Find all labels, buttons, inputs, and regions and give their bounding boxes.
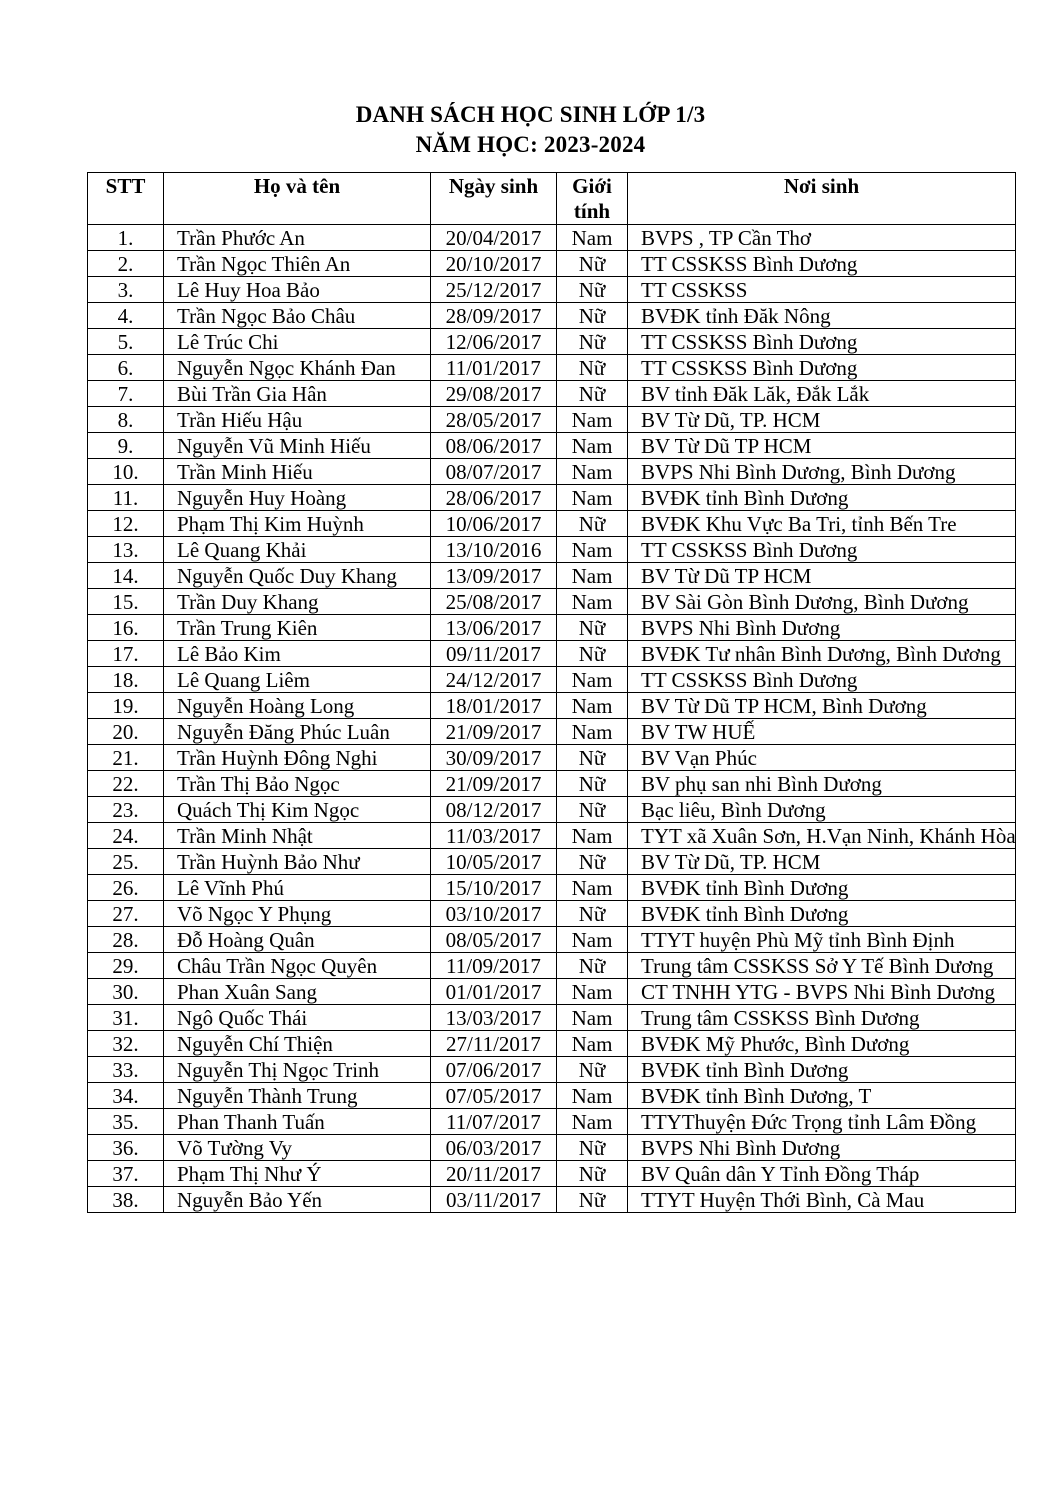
gender-value: Nữ	[557, 277, 628, 303]
table-row	[88, 745, 1016, 771]
gender-value: Nữ	[557, 1057, 628, 1083]
gender-value: Nam	[557, 537, 628, 563]
row-number: 5.	[88, 329, 164, 355]
birth-place: BV Từ Dũ TP HCM	[628, 563, 1016, 589]
gender-value: Nữ	[557, 329, 628, 355]
gender-value: Nữ	[557, 1161, 628, 1187]
table-row	[88, 1135, 1016, 1161]
birth-date: 08/12/2017	[431, 797, 557, 823]
gender-value: Nam	[557, 927, 628, 953]
birth-place: TYT xã Xuân Sơn, H.Vạn Ninh, Khánh Hòa	[628, 823, 1016, 849]
table-row	[88, 381, 1016, 407]
birth-date: 01/01/2017	[431, 979, 557, 1005]
birth-date: 13/09/2017	[431, 563, 557, 589]
student-name: Nguyễn Ngọc Khánh Đan	[164, 355, 431, 381]
gender-value: Nam	[557, 1031, 628, 1057]
birth-date: 10/06/2017	[431, 511, 557, 537]
birth-place: BVĐK tỉnh Bình Dương	[628, 1057, 1016, 1083]
gender-value: Nữ	[557, 745, 628, 771]
birth-place: BV Từ Dũ TP HCM, Bình Dương	[628, 693, 1016, 719]
table-row	[88, 1109, 1016, 1135]
student-name: Trần Huỳnh Bảo Như	[164, 849, 431, 875]
birth-place: TT CSSKSS Bình Dương	[628, 329, 1016, 355]
row-number: 14.	[88, 563, 164, 589]
title-line-1: DANH SÁCH HỌC SINH LỚP 1/3	[355, 102, 706, 127]
birth-date: 11/07/2017	[431, 1109, 557, 1135]
gender-value: Nam	[557, 1005, 628, 1031]
birth-date: 20/04/2017	[431, 225, 557, 251]
student-name: Võ Tường Vy	[164, 1135, 431, 1161]
table-row	[88, 407, 1016, 433]
table-row	[88, 1187, 1016, 1213]
student-name: Lê Huy Hoa Bảo	[164, 277, 431, 303]
table-row	[88, 823, 1016, 849]
table-row	[88, 979, 1016, 1005]
birth-place: BVĐK Khu Vực Ba Tri, tỉnh Bến Tre	[628, 511, 1016, 537]
birth-date: 20/11/2017	[431, 1161, 557, 1187]
table-row	[88, 953, 1016, 979]
gender-value: Nam	[557, 1109, 628, 1135]
gender-value: Nam	[557, 433, 628, 459]
table-row	[88, 225, 1016, 251]
row-number: 13.	[88, 537, 164, 563]
row-number: 6.	[88, 355, 164, 381]
table-row	[88, 641, 1016, 667]
table-row	[88, 771, 1016, 797]
birth-date: 27/11/2017	[431, 1031, 557, 1057]
table-row	[88, 719, 1016, 745]
row-number: 22.	[88, 771, 164, 797]
gender-value: Nam	[557, 485, 628, 511]
table-row	[88, 1083, 1016, 1109]
birth-date: 03/11/2017	[431, 1187, 557, 1213]
table-row	[88, 485, 1016, 511]
student-name: Trần Ngọc Bảo Châu	[164, 303, 431, 329]
birth-place: BVPS Nhi Bình Dương	[628, 1135, 1016, 1161]
gender-value: Nam	[557, 407, 628, 433]
birth-date: 11/03/2017	[431, 823, 557, 849]
student-name: Trần Hiếu Hậu	[164, 407, 431, 433]
student-name: Phạm Thị Kim Huỳnh	[164, 511, 431, 537]
row-number: 32.	[88, 1031, 164, 1057]
table-row	[88, 693, 1016, 719]
birth-place: BV Từ Dũ, TP. HCM	[628, 849, 1016, 875]
gender-value: Nữ	[557, 901, 628, 927]
gender-value: Nam	[557, 667, 628, 693]
table-row	[88, 797, 1016, 823]
table-row	[88, 667, 1016, 693]
table-row	[88, 927, 1016, 953]
table-row	[88, 1031, 1016, 1057]
birth-place: Trung tâm CSSKSS Bình Dương	[628, 1005, 1016, 1031]
birth-date: 24/12/2017	[431, 667, 557, 693]
student-name: Trần Minh Nhật	[164, 823, 431, 849]
row-number: 9.	[88, 433, 164, 459]
document-title	[0, 0, 1061, 160]
table-row	[88, 355, 1016, 381]
birth-place: Bạc liêu, Bình Dương	[628, 797, 1016, 823]
student-name: Trần Ngọc Thiên An	[164, 251, 431, 277]
gender-value: Nam	[557, 719, 628, 745]
birth-date: 18/01/2017	[431, 693, 557, 719]
birth-date: 25/12/2017	[431, 277, 557, 303]
row-number: 3.	[88, 277, 164, 303]
student-name: Nguyễn Chí Thiện	[164, 1031, 431, 1057]
student-name: Nguyễn Hoàng Long	[164, 693, 431, 719]
row-number: 4.	[88, 303, 164, 329]
table-row	[88, 537, 1016, 563]
birth-date: 28/05/2017	[431, 407, 557, 433]
birth-place: BV Từ Dũ, TP. HCM	[628, 407, 1016, 433]
birth-date: 13/06/2017	[431, 615, 557, 641]
birth-place: TT CSSKSS Bình Dương	[628, 251, 1016, 277]
student-name: Trần Thị Bảo Ngọc	[164, 771, 431, 797]
birth-date: 11/01/2017	[431, 355, 557, 381]
gender-value: Nữ	[557, 641, 628, 667]
birth-place: TTYThuyện Đức Trọng tỉnh Lâm Đồng	[628, 1109, 1016, 1135]
birth-date: 03/10/2017	[431, 901, 557, 927]
gender-value: Nam	[557, 459, 628, 485]
student-name: Phan Thanh Tuấn	[164, 1109, 431, 1135]
row-number: 7.	[88, 381, 164, 407]
birth-date: 08/06/2017	[431, 433, 557, 459]
row-number: 35.	[88, 1109, 164, 1135]
header-dob: Ngày sinh	[431, 173, 557, 225]
student-name: Nguyễn Huy Hoàng	[164, 485, 431, 511]
table-header	[88, 173, 1016, 225]
gender-value: Nữ	[557, 1187, 628, 1213]
birth-place: BV Quân dân Y Tỉnh Đồng Tháp	[628, 1161, 1016, 1187]
birth-place: BVPS Nhi Bình Dương, Bình Dương	[628, 459, 1016, 485]
birth-place: TTYT Huyện Thới Bình, Cà Mau	[628, 1187, 1016, 1213]
student-name: Phạm Thị Như Ý	[164, 1161, 431, 1187]
row-number: 28.	[88, 927, 164, 953]
gender-value: Nữ	[557, 849, 628, 875]
birth-date: 07/05/2017	[431, 1083, 557, 1109]
birth-place: BVĐK tỉnh Bình Dương, T	[628, 1083, 1016, 1109]
birth-place: BV Từ Dũ TP HCM	[628, 433, 1016, 459]
header-gender: Giới tính	[557, 173, 628, 225]
birth-date: 06/03/2017	[431, 1135, 557, 1161]
birth-place: BV TW HUẾ	[628, 719, 1016, 745]
birth-place: TT CSSKSS Bình Dương	[628, 537, 1016, 563]
birth-place: BVPS Nhi Bình Dương	[628, 615, 1016, 641]
student-table	[87, 172, 1016, 1213]
student-name: Ngô Quốc Thái	[164, 1005, 431, 1031]
header-pob: Nơi sinh	[628, 173, 1016, 225]
birth-date: 08/07/2017	[431, 459, 557, 485]
table-row	[88, 433, 1016, 459]
row-number: 31.	[88, 1005, 164, 1031]
gender-value: Nữ	[557, 251, 628, 277]
gender-value: Nam	[557, 979, 628, 1005]
gender-value: Nữ	[557, 511, 628, 537]
table-row	[88, 511, 1016, 537]
row-number: 11.	[88, 485, 164, 511]
birth-date: 07/06/2017	[431, 1057, 557, 1083]
gender-value: Nam	[557, 589, 628, 615]
birth-place: BVĐK tỉnh Bình Dương	[628, 485, 1016, 511]
row-number: 30.	[88, 979, 164, 1005]
student-name: Võ Ngọc Y Phụng	[164, 901, 431, 927]
gender-value: Nữ	[557, 953, 628, 979]
table-header-row	[88, 173, 1016, 225]
birth-date: 21/09/2017	[431, 771, 557, 797]
student-name: Đỗ Hoàng Quân	[164, 927, 431, 953]
birth-place: BVPS , TP Cần Thơ	[628, 225, 1016, 251]
table-row	[88, 251, 1016, 277]
gender-value: Nữ	[557, 1135, 628, 1161]
gender-value: Nữ	[557, 797, 628, 823]
row-number: 29.	[88, 953, 164, 979]
birth-date: 25/08/2017	[431, 589, 557, 615]
birth-date: 11/09/2017	[431, 953, 557, 979]
birth-date: 21/09/2017	[431, 719, 557, 745]
gender-value: Nữ	[557, 771, 628, 797]
birth-date: 20/10/2017	[431, 251, 557, 277]
table-row	[88, 589, 1016, 615]
row-number: 18.	[88, 667, 164, 693]
row-number: 33.	[88, 1057, 164, 1083]
birth-date: 09/11/2017	[431, 641, 557, 667]
student-name: Quách Thị Kim Ngọc	[164, 797, 431, 823]
student-name: Nguyễn Đăng Phúc Luân	[164, 719, 431, 745]
row-number: 37.	[88, 1161, 164, 1187]
title-line-2: NĂM HỌC: 2023-2024	[415, 132, 646, 157]
student-name: Trần Phước An	[164, 225, 431, 251]
row-number: 26.	[88, 875, 164, 901]
birth-date: 30/09/2017	[431, 745, 557, 771]
birth-place: BV phụ san nhi Bình Dương	[628, 771, 1016, 797]
birth-place: BVĐK tỉnh Bình Dương	[628, 875, 1016, 901]
student-name: Phan Xuân Sang	[164, 979, 431, 1005]
student-name: Trần Minh Hiếu	[164, 459, 431, 485]
birth-date: 15/10/2017	[431, 875, 557, 901]
gender-value: Nữ	[557, 381, 628, 407]
row-number: 16.	[88, 615, 164, 641]
birth-place: BVĐK tỉnh Đăk Nông	[628, 303, 1016, 329]
student-name: Trần Trung Kiên	[164, 615, 431, 641]
row-number: 1.	[88, 225, 164, 251]
table-row	[88, 1161, 1016, 1187]
table-row	[88, 901, 1016, 927]
birth-place: TT CSSKSS	[628, 277, 1016, 303]
row-number: 19.	[88, 693, 164, 719]
student-name: Lê Trúc Chi	[164, 329, 431, 355]
student-name: Lê Vĩnh Phú	[164, 875, 431, 901]
table-row	[88, 875, 1016, 901]
table-row	[88, 459, 1016, 485]
student-name: Nguyễn Vũ Minh Hiếu	[164, 433, 431, 459]
row-number: 25.	[88, 849, 164, 875]
birth-date: 13/03/2017	[431, 1005, 557, 1031]
student-name: Nguyễn Bảo Yến	[164, 1187, 431, 1213]
gender-value: Nữ	[557, 303, 628, 329]
birth-place: BV Vạn Phúc	[628, 745, 1016, 771]
row-number: 15.	[88, 589, 164, 615]
row-number: 34.	[88, 1083, 164, 1109]
gender-value: Nữ	[557, 615, 628, 641]
row-number: 27.	[88, 901, 164, 927]
student-name: Nguyễn Quốc Duy Khang	[164, 563, 431, 589]
gender-value: Nam	[557, 823, 628, 849]
row-number: 21.	[88, 745, 164, 771]
birth-place: BV Sài Gòn Bình Dương, Bình Dương	[628, 589, 1016, 615]
student-name: Bùi Trần Gia Hân	[164, 381, 431, 407]
birth-place: TT CSSKSS Bình Dương	[628, 667, 1016, 693]
gender-value: Nam	[557, 225, 628, 251]
birth-date: 10/05/2017	[431, 849, 557, 875]
student-name: Lê Quang Liêm	[164, 667, 431, 693]
student-name: Lê Quang Khải	[164, 537, 431, 563]
row-number: 20.	[88, 719, 164, 745]
row-number: 24.	[88, 823, 164, 849]
student-name: Nguyễn Thị Ngọc Trinh	[164, 1057, 431, 1083]
birth-date: 28/06/2017	[431, 485, 557, 511]
row-number: 23.	[88, 797, 164, 823]
birth-place: TTYT huyện Phù Mỹ tỉnh Bình Định	[628, 927, 1016, 953]
student-name: Nguyễn Thành Trung	[164, 1083, 431, 1109]
gender-value: Nam	[557, 693, 628, 719]
gender-value: Nữ	[557, 355, 628, 381]
table-row	[88, 303, 1016, 329]
birth-place: BV tỉnh Đăk Lăk, Đắk Lắk	[628, 381, 1016, 407]
birth-date: 13/10/2016	[431, 537, 557, 563]
birth-date: 29/08/2017	[431, 381, 557, 407]
table-row	[88, 1057, 1016, 1083]
birth-date: 12/06/2017	[431, 329, 557, 355]
birth-place: BVĐK Mỹ Phước, Bình Dương	[628, 1031, 1016, 1057]
birth-place: BVĐK Tư nhân Bình Dương, Bình Dương	[628, 641, 1016, 667]
birth-place: BVĐK tỉnh Bình Dương	[628, 901, 1016, 927]
student-name: Lê Bảo Kim	[164, 641, 431, 667]
row-number: 12.	[88, 511, 164, 537]
row-number: 10.	[88, 459, 164, 485]
student-name: Trần Duy Khang	[164, 589, 431, 615]
row-number: 2.	[88, 251, 164, 277]
header-stt: STT	[88, 173, 164, 225]
birth-place: CT TNHH YTG - BVPS Nhi Bình Dương	[628, 979, 1016, 1005]
student-table-body	[88, 225, 1016, 1213]
table-row	[88, 849, 1016, 875]
table-row	[88, 563, 1016, 589]
gender-value: Nam	[557, 875, 628, 901]
birth-date: 28/09/2017	[431, 303, 557, 329]
row-number: 8.	[88, 407, 164, 433]
row-number: 17.	[88, 641, 164, 667]
header-name: Họ và tên	[164, 173, 431, 225]
birth-date: 08/05/2017	[431, 927, 557, 953]
birth-place: Trung tâm CSSKSS Sở Y Tế Bình Dương	[628, 953, 1016, 979]
student-name: Châu Trần Ngọc Quyên	[164, 953, 431, 979]
table-row	[88, 1005, 1016, 1031]
gender-value: Nam	[557, 563, 628, 589]
gender-value: Nam	[557, 1083, 628, 1109]
table-row	[88, 277, 1016, 303]
row-number: 38.	[88, 1187, 164, 1213]
table-row	[88, 615, 1016, 641]
student-name: Trần Huỳnh Đông Nghi	[164, 745, 431, 771]
table-row	[88, 329, 1016, 355]
row-number: 36.	[88, 1135, 164, 1161]
birth-place: TT CSSKSS Bình Dương	[628, 355, 1016, 381]
